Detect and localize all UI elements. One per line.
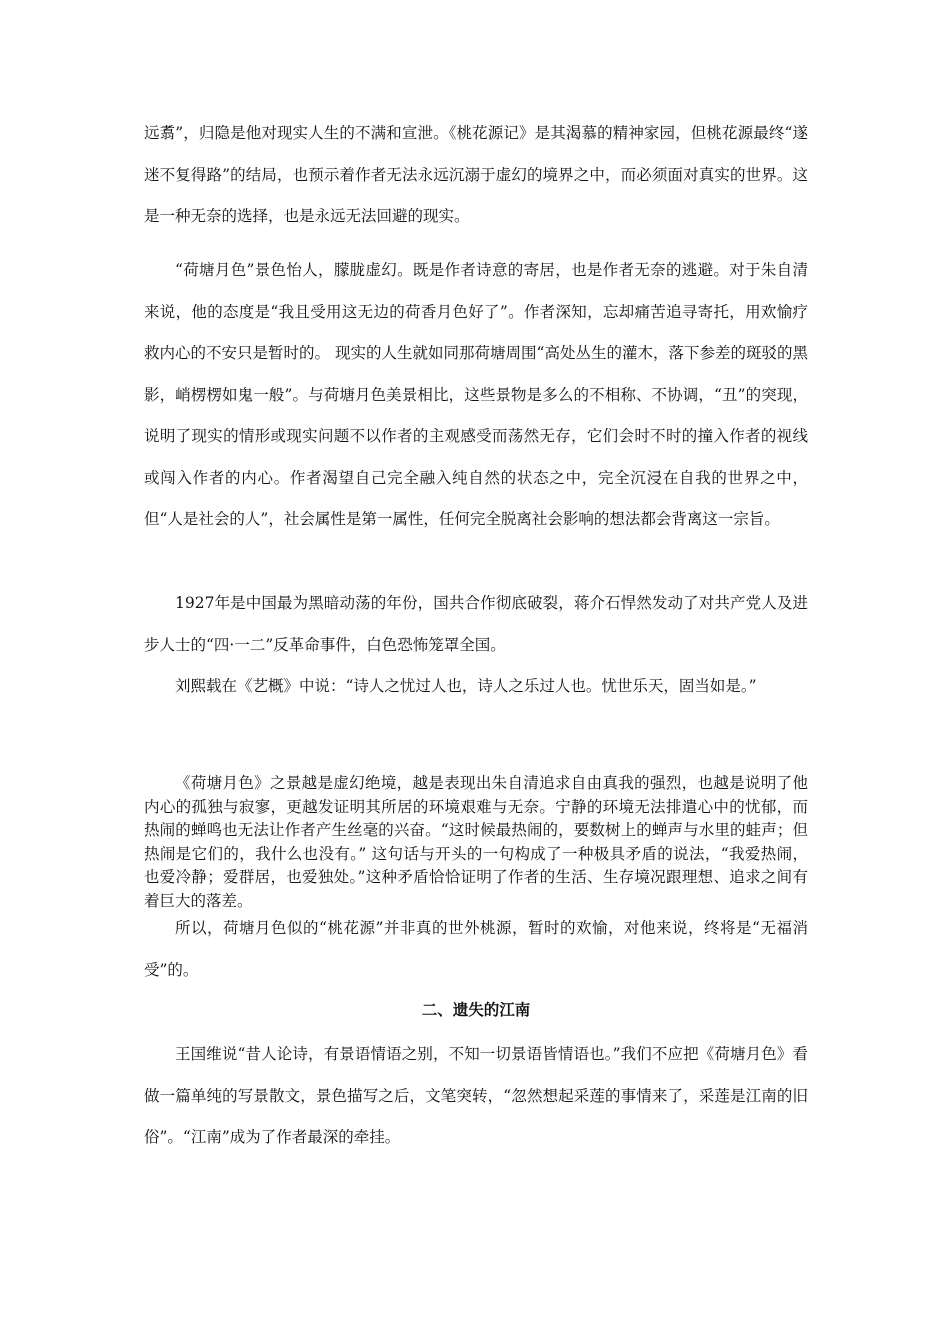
paragraph-hetang-yuese: “荷塘月色”景色怡人，朦胧虚幻。既是作者诗意的寄居，也是作者无奈的逃避。对于朱自清来说，他的态度是“我且受用这无边的荷香月色好了”。作者深知，忘却痛苦追寻寄托，用欢愉疗救内心的不安只是暂时的。 现实的人生就如同那荷塘周围“高处丛生的灌木，落下参差的斑驳的黑影，峭楞楞如鬼一般”。与荷塘月色美景相比，这些景物是多么的不相称、不协调，“丑”的突现，说明了现实的情形或现实问题不以作者的主观感受而荡然无存，它们会时不时的撞入作者的视线或闯入作者的内心。作者渴望自己完全融入纯自然的状态之中，完全沉浸在自我的世界之中，但“人是社会的人”，社会属性是第一属性，任何完全脱离社会影响的想法都会背离这一宗旨。 [144,261,808,528]
paragraph-suoyi: 所以，荷塘月色似的“桃花源”并非真的世外桃源，暂时的欢愉，对他来说，终将是“无福消受”的。 [144,919,808,979]
section-heading: 二、遗失的江南 [421,1000,531,1019]
paragraph-wang-guowei: 王国维说“昔人论诗，有景语情语之别，不知一切景语皆情语也。”我们不应把《荷塘月色》看做一篇单纯的写景散文，景色描写之后，文笔突转，“忽然想起采莲的事情来了，采莲是江南的旧俗”。“江南”成为了作者最深的牵挂。 [144,1045,808,1146]
paragraph-xuhuan-juejing: 《荷塘月色》之景越是虚幻绝境，越是表现出朱自清追求自由真我的强烈，也越是说明了他内心的孤独与寂寥，更越发证明其所居的环境艰难与无奈。宁静的环境无法排遣心中的忧郁，而热闹的蝉鸣也无法让作者产生丝毫的兴奋。“这时候最热闹的，要数树上的蝉声与水里的蛙声；但热闹是它们的，我什么也没有。” 这句话与开头的一句构成了一种极具矛盾的说法，“我爱热闹，也爱冷静；爱群居，也爱独处。”这种矛盾恰恰证明了作者的生活、生存境况跟理想、追求之间有着巨大的落差。 [144,774,808,910]
paragraph-1927: 1927年是中国最为黑暗动荡的年份，国共合作彻底破裂，蒋介石悍然发动了对共产党人及进步人士的“四·一二”反革命事件，白色恐怖笼罩全国。 [144,594,808,654]
paragraph-liu-xizai: 刘熙载在《艺概》中说：“诗人之忧过人也，诗人之乐过人也。忧世乐天，固当如是。” [175,677,757,695]
paragraph-taohuayuan: 远翥”，归隐是他对现实人生的不满和宣泄。《桃花源记》是其渴慕的精神家园，但桃花源最终“遂迷不复得路”的结局，也预示着作者无法永远沉溺于虚幻的境界之中，而必须面对真实的世界。这是一种无奈的选择，也是永远无法回避的现实。 [144,124,808,225]
